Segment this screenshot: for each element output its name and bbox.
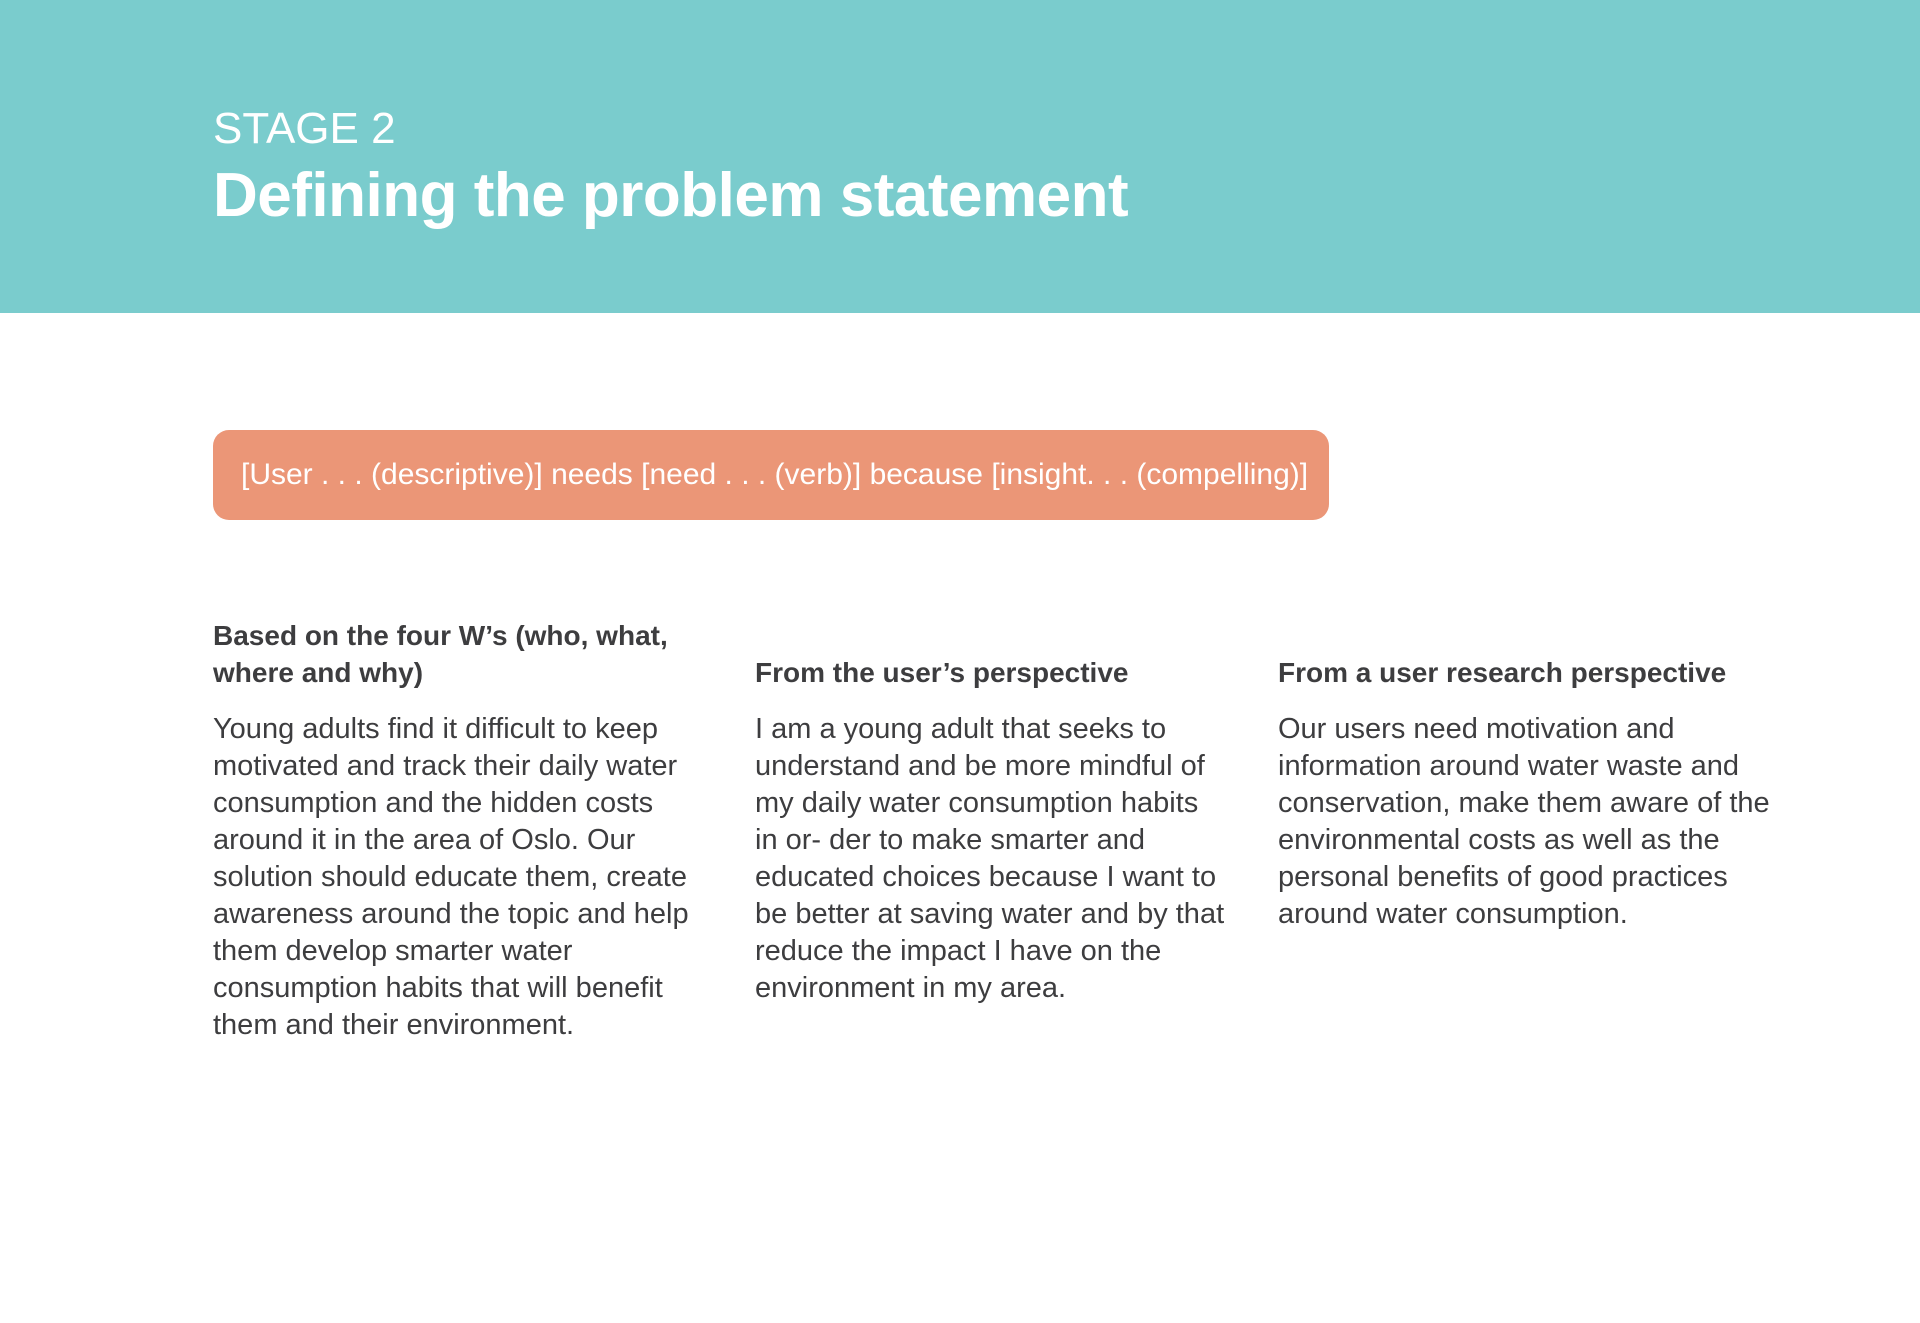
column-body: Young adults find it difficult to keep motivated and track their daily water consumption and the hidden costs around it in the area of Oslo. Our solution should educate them, create awareness around the topic and help them develop smarter water consumption habits that will benefit them and their environment. [213, 713, 689, 1041]
column-research-perspective [1278, 610, 1778, 933]
column-user-perspective [755, 610, 1225, 1007]
column-body: Our users need motivation and information around water waste and conservation, make them aware of the environmental costs as well as the personal benefits of good practices around water consumption. [1278, 713, 1770, 930]
problem-statement-template [213, 430, 1329, 520]
stage-label: STAGE 2 [213, 104, 396, 153]
page-title: Defining the problem statement [213, 161, 1129, 230]
template-text: [User . . . (descriptive)] needs [need . . . (verb)] because [insight. . . (compelling)] [241, 458, 1309, 491]
column-heading: From the user’s perspective [755, 657, 1129, 688]
column-heading: Based on the four W’s (who, what, where and why) [213, 620, 668, 688]
column-four-ws [213, 610, 703, 1044]
column-heading: From a user research perspective [1278, 657, 1727, 688]
header-banner [0, 0, 1920, 313]
column-body: I am a young adult that seeks to understand and be more mindful of my daily water consumption habits in or- der to make smarter and educated choices because I want to be better at saving water and by that reduce the impact I have on the environment in my area. [755, 713, 1225, 1004]
